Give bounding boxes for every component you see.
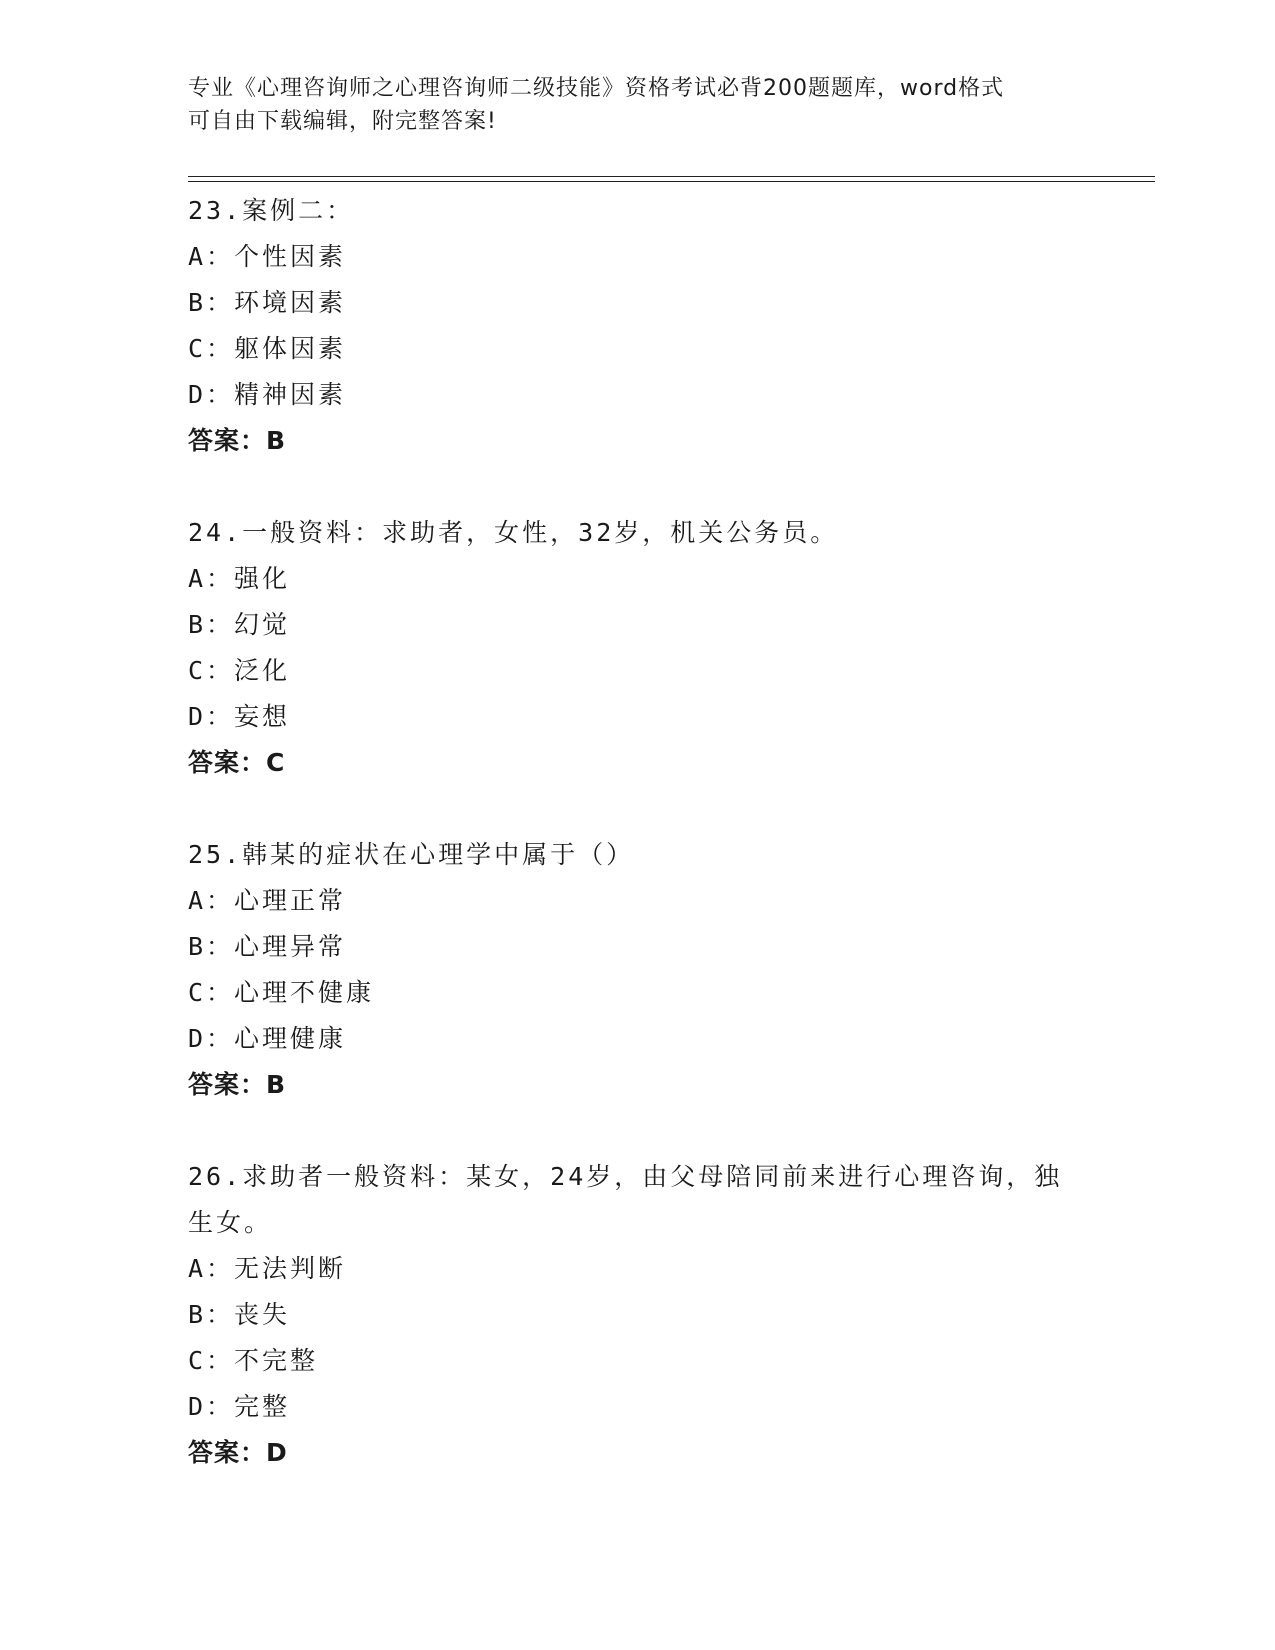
header-divider-bottom — [188, 181, 1155, 182]
option-b: B：环境因素 — [188, 288, 347, 317]
header-divider-top — [188, 176, 1155, 177]
answer-line: 答案：B — [188, 426, 287, 455]
option-d: D：精神因素 — [188, 380, 347, 409]
option-d: D：完整 — [188, 1392, 291, 1421]
option-b: B：丧失 — [188, 1300, 291, 1329]
option-a: A：强化 — [188, 564, 291, 593]
question-stem: 23.案例二： — [188, 196, 355, 225]
header-line-2: 可自由下载编辑，附完整答案! — [188, 109, 497, 134]
option-c: C：躯体因素 — [188, 334, 347, 363]
answer-line: 答案：B — [188, 1070, 287, 1099]
option-c: C：心理不健康 — [188, 978, 375, 1007]
option-a: A：心理正常 — [188, 886, 347, 915]
document-header — [188, 72, 1068, 138]
option-d: D：妄想 — [188, 702, 291, 731]
question-stem-line-2: 生女。 — [188, 1208, 273, 1237]
answer-line: 答案：D — [188, 1438, 288, 1467]
question-stem: 24.一般资料：求助者，女性，32岁，机关公务员。 — [188, 518, 839, 547]
option-d: D：心理健康 — [188, 1024, 347, 1053]
question-24 — [188, 510, 1088, 786]
question-26 — [188, 1154, 1088, 1476]
question-stem: 25.韩某的症状在心理学中属于（） — [188, 840, 635, 869]
option-b: B：幻觉 — [188, 610, 291, 639]
question-23 — [188, 188, 1088, 464]
option-c: C：泛化 — [188, 656, 291, 685]
header-line-1: 专业《心理咨询师之心理咨询师二级技能》资格考试必背200题题库，word格式 — [188, 76, 1005, 101]
option-a: A：个性因素 — [188, 242, 347, 271]
option-c: C：不完整 — [188, 1346, 319, 1375]
answer-line: 答案：C — [188, 748, 286, 777]
option-a: A：无法判断 — [188, 1254, 347, 1283]
question-stem-line-1: 26.求助者一般资料：某女，24岁，由父母陪同前来进行心理咨询，独 — [188, 1162, 1063, 1191]
question-25 — [188, 832, 1088, 1108]
option-b: B：心理异常 — [188, 932, 347, 961]
question-list — [188, 188, 1088, 1522]
